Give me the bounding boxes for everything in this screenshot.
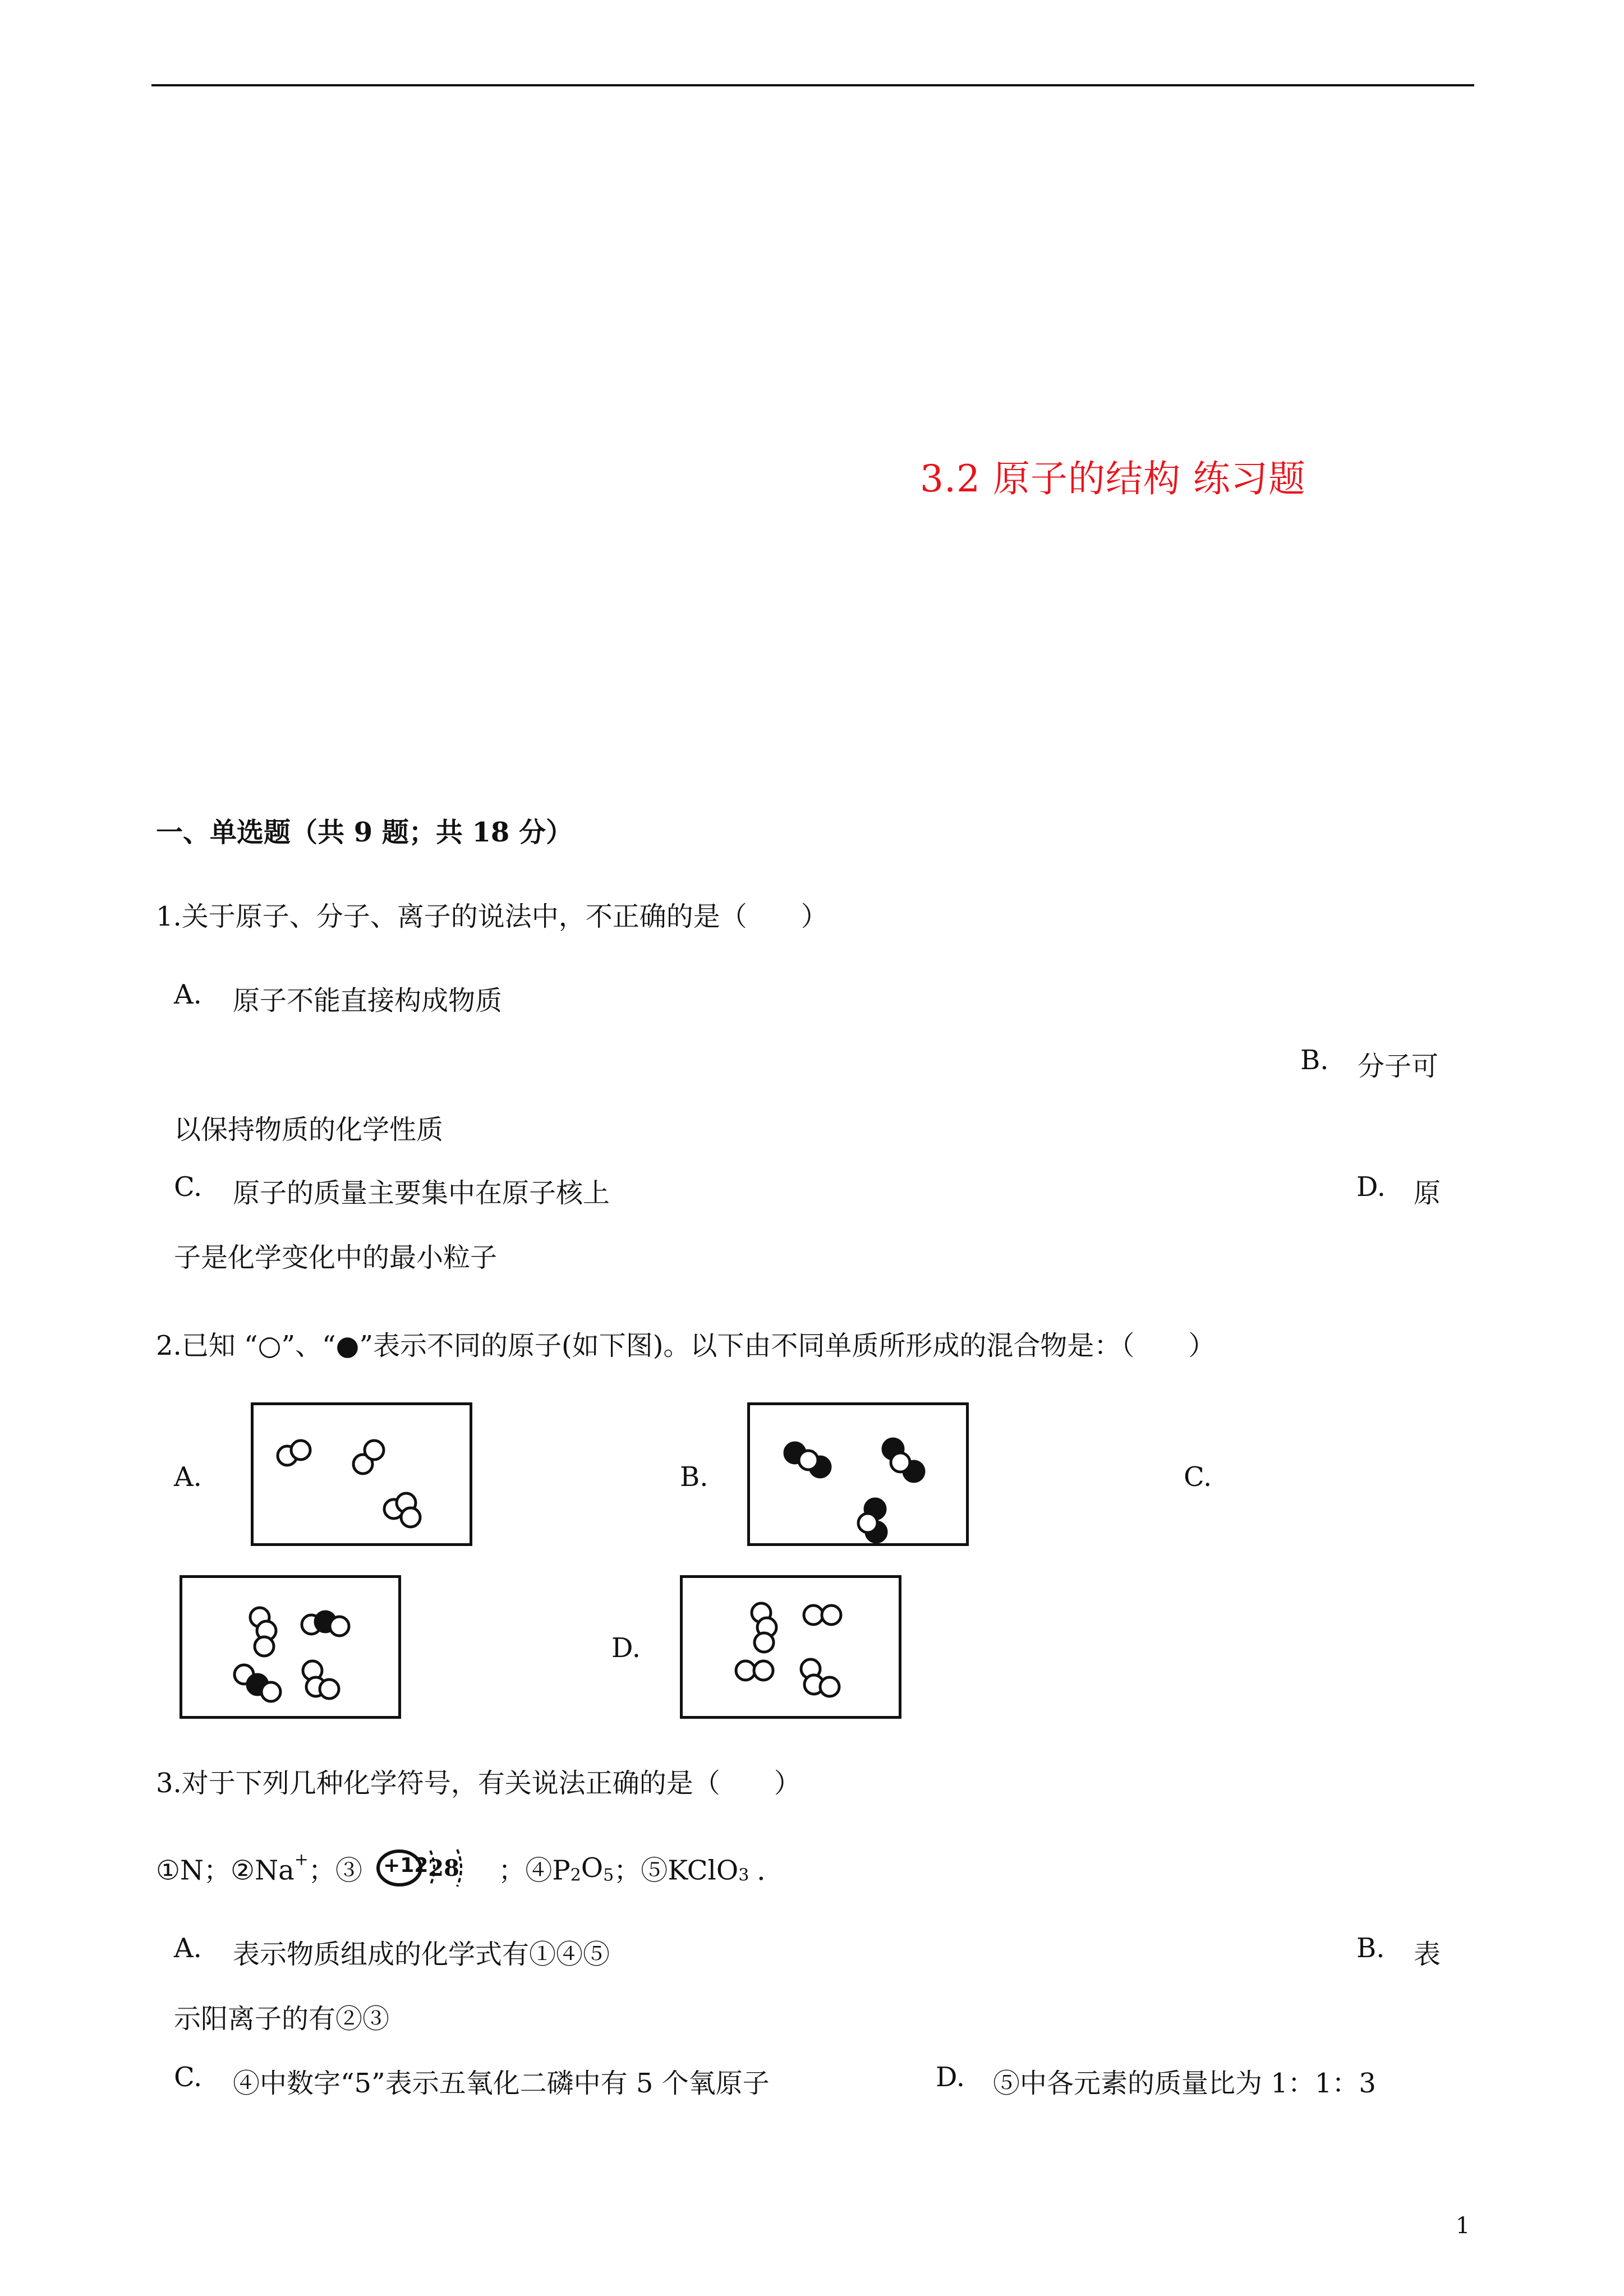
q2-option-b-label: B.	[680, 1461, 709, 1493]
q2-option-d-label: D.	[611, 1632, 641, 1664]
question-1-stem: 1.关于原子、分子、离子的说法中，不正确的是（ ）	[156, 901, 828, 932]
q3-option-b-text: 表	[1414, 1939, 1441, 1970]
atom-white	[291, 1441, 310, 1460]
electron-shell-1-count: 2	[428, 1855, 444, 1881]
atom-white	[736, 1661, 755, 1680]
molecule-diagram-d	[683, 1578, 899, 1716]
atom-white	[320, 1680, 339, 1699]
atom-white	[799, 1451, 818, 1470]
q3-option-d-label: D.	[936, 2062, 965, 2093]
molecule-diagram-b	[750, 1405, 966, 1543]
symbols-part-2: ；③	[308, 1855, 362, 1887]
oxygen-subscript: 5	[603, 1865, 614, 1885]
q3-option-b-label: B.	[1356, 1932, 1385, 1964]
atom-white	[365, 1441, 384, 1460]
oxygen-symbol: O	[581, 1852, 604, 1884]
molecule-diagram-c	[182, 1578, 398, 1716]
symbols-end: ．	[757, 1855, 784, 1887]
page-title: 3.2 原子的结构 练习题	[920, 457, 1306, 500]
nucleus-charge: +12	[383, 1854, 429, 1877]
magnesium-atom-structure-diagram	[374, 1843, 486, 1893]
symbols-part-4: ；⑤KClO	[614, 1855, 739, 1887]
q2-option-c-label: C.	[1184, 1461, 1212, 1493]
header-rule	[151, 84, 1474, 86]
q3-option-a-text: 表示物质组成的化学式有①④⑤	[233, 1939, 610, 1970]
q3-chemical-symbols	[156, 1843, 784, 1893]
atom-white	[858, 1513, 877, 1533]
phosphorus-subscript: 2	[570, 1865, 581, 1885]
atom-white	[754, 1661, 773, 1680]
q1-option-d-text: 原	[1414, 1177, 1441, 1209]
q1-option-d-text-continued: 子是化学变化中的最小粒子	[174, 1242, 498, 1273]
atom-white	[804, 1605, 823, 1625]
question-2-stem: 2.已知 “○”、“●”表示不同的原子(如下图)。以下由不同单质所形成的混合物是：（ ）	[156, 1330, 1216, 1361]
q3-option-a-label: A.	[174, 1932, 202, 1964]
chlorate-subscript: 3	[738, 1865, 749, 1885]
q2-option-c-diagram	[180, 1575, 401, 1719]
q3-option-c-text: ④中数字“5”表示五氧化二磷中有 5 个氧原子	[233, 2068, 770, 2099]
page-number: 1	[1456, 2213, 1470, 2239]
q1-option-b-text-continued: 以保持物质的化学性质	[174, 1114, 444, 1145]
atom-white	[261, 1682, 280, 1701]
q1-option-a-label: A.	[174, 979, 202, 1010]
q3-option-c-label: C.	[174, 2062, 203, 2093]
sodium-charge: +	[294, 1849, 309, 1870]
q2-option-b-diagram	[747, 1402, 969, 1546]
molecule-diagram-a	[254, 1405, 470, 1543]
section-heading: 一、单选题（共 9 题；共 18 分）	[156, 817, 573, 848]
symbols-part-1: ①N；②Na	[156, 1855, 295, 1887]
atom-white	[255, 1637, 274, 1656]
atom-white	[330, 1617, 349, 1636]
q3-option-d-text: ⑤中各元素的质量比为 1：1：3	[993, 2068, 1376, 2099]
q1-option-b-label: B.	[1300, 1045, 1329, 1076]
q1-option-a-text: 原子不能直接构成物质	[233, 985, 503, 1016]
electron-shell-2-count: 8	[444, 1855, 459, 1881]
q2-option-d-diagram	[680, 1575, 901, 1719]
q1-option-c-text: 原子的质量主要集中在原子核上	[233, 1177, 610, 1209]
question-3-stem: 3.对于下列几种化学符号，有关说法正确的是（ ）	[156, 1768, 801, 1799]
atom-white	[755, 1633, 774, 1652]
q1-option-b-text: 分子可	[1358, 1051, 1439, 1082]
atom-white	[820, 1677, 839, 1696]
atom-white	[822, 1605, 841, 1625]
q1-option-d-label: D.	[1356, 1171, 1386, 1203]
q2-option-a-diagram	[251, 1402, 472, 1546]
q3-option-b-text-continued: 示阳离子的有②③	[174, 2003, 390, 2035]
q2-option-a-label: A.	[174, 1461, 202, 1493]
atom-white	[401, 1508, 420, 1527]
symbols-part-3: ；④P	[498, 1855, 571, 1887]
q1-option-c-label: C.	[174, 1171, 203, 1203]
atom-white	[891, 1453, 910, 1472]
